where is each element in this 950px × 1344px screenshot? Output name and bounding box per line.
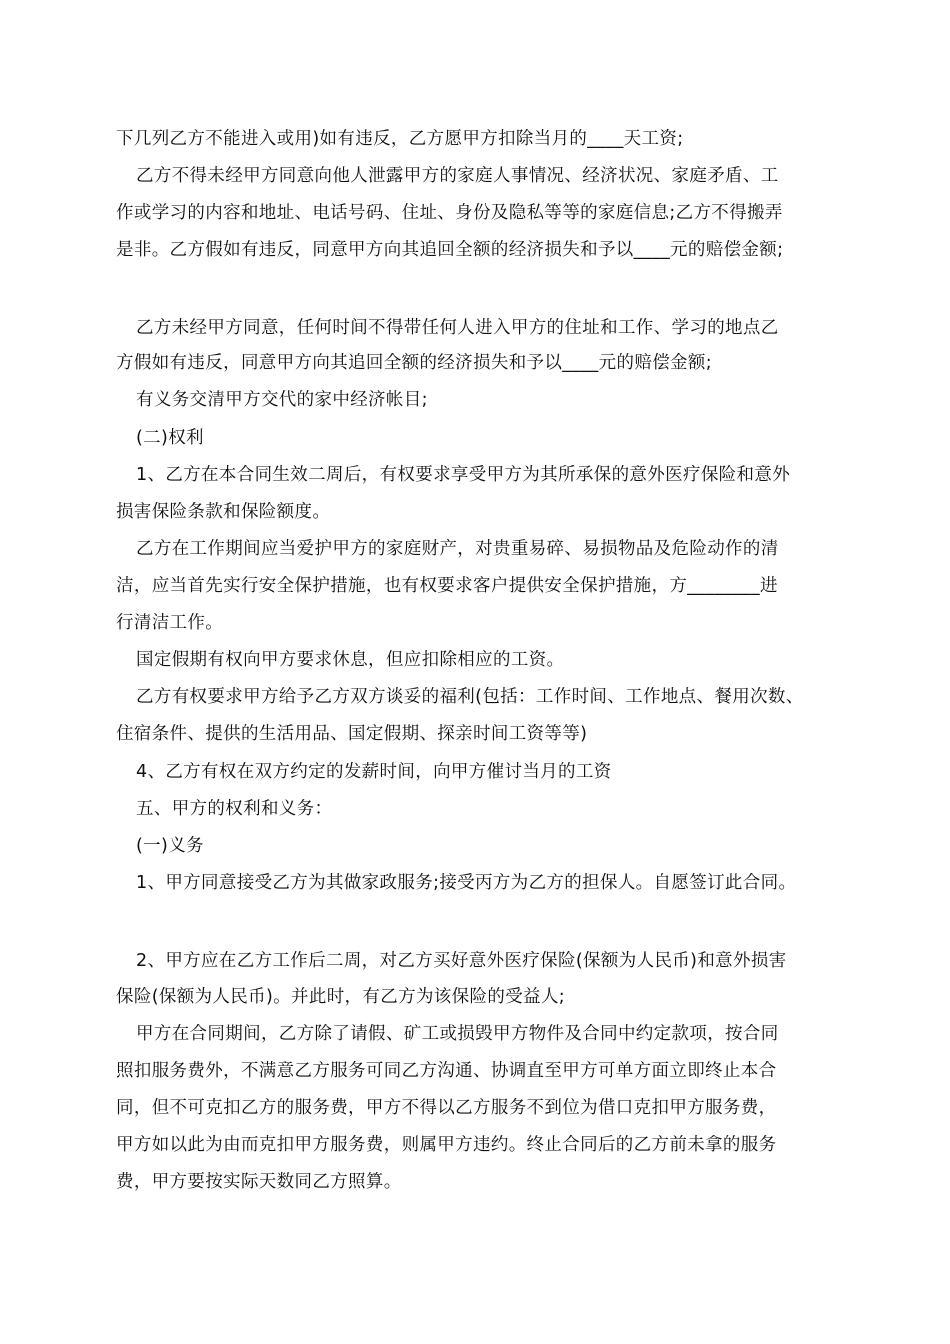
text-line: 乙方在工作期间应当爱护甲方的家庭财产，对贵重易碎、易损物品及危险动作的清 [136,539,779,559]
text-line: 作或学习的内容和地址、电话号码、住址、身份及隐私等等的家庭信息;乙方不得搬弄 [116,203,783,223]
text-line: 乙方不得未经甲方同意向他人泄露甲方的家庭人事情况、经济状况、家庭矛盾、工 [136,166,779,186]
text-line: 同，但不可克扣乙方的服务费，甲方不得以乙方服务不到位为借口克扣甲方服务费， [116,1098,777,1118]
text-line: 下几列乙方不能进入或用)如有违反，乙方愿甲方扣除当月的____天工资; [116,129,684,149]
text-line: 方假如有违反，同意甲方向其追回全额的经济损失和予以____元的赔偿金额; [116,353,712,373]
section-heading: (一)义务 [136,836,204,856]
text-line: 是非。乙方假如有违反，同意甲方向其追回全额的经济损失和予以____元的赔偿金额; [116,240,784,260]
text-line: 有义务交清甲方交代的家中经济帐目; [136,390,428,410]
text-line: 1、乙方在本合同生效二周后，有权要求享受甲方为其所承保的意外医疗保险和意外 [136,465,791,485]
text-line: 乙方未经甲方同意，任何时间不得带任何人进入甲方的住址和工作、学习的地点乙 [136,318,779,338]
text-line: 照扣服务费外，不满意乙方服务可同乙方沟通、协调直至甲方可单方面立即终止本合 [116,1061,777,1081]
section-heading: (二)权利 [136,428,204,448]
text-line: 1、甲方同意接受乙方为其做家政服务;接受丙方为乙方的担保人。自愿签订此合同。 [136,873,797,893]
text-line: 甲方在合同期间，乙方除了请假、矿工或损毁甲方物件及合同中约定款项，按合同 [136,1024,779,1044]
text-line: 住宿条件、提供的生活用品、国定假期、探亲时间工资等等) [116,724,588,744]
text-line: 甲方如以此为由而克扣甲方服务费，则属甲方违约。终止合同后的乙方前未拿的服务 [116,1135,777,1155]
section-heading: 五、甲方的权利和义务： [136,799,333,819]
text-line: 国定假期有权向甲方要求休息，但应扣除相应的工资。 [136,650,565,670]
text-line: 4、乙方有权在双方约定的发薪时间，向甲方催讨当月的工资 [136,762,612,782]
text-line: 洁，应当首先实行安全保护措施，也有权要求客户提供安全保护措施，方________进 [116,576,778,596]
text-line: 费，甲方要按实际天数同乙方照算。 [116,1172,402,1192]
text-line: 损害保险条款和保险额度。 [116,502,331,522]
text-line: 保险(保额为人民币)。并此时，有乙方为该保险的受益人; [116,987,565,1007]
text-line: 行清洁工作。 [116,613,224,633]
text-line: 2、甲方应在乙方工作后二周，对乙方买好意外医疗保险(保额为人民币)和意外损害 [136,951,787,971]
text-line: 乙方有权要求甲方给予乙方双方谈妥的福利(包括：工作时间、工作地点、餐用次数、 [136,687,804,707]
